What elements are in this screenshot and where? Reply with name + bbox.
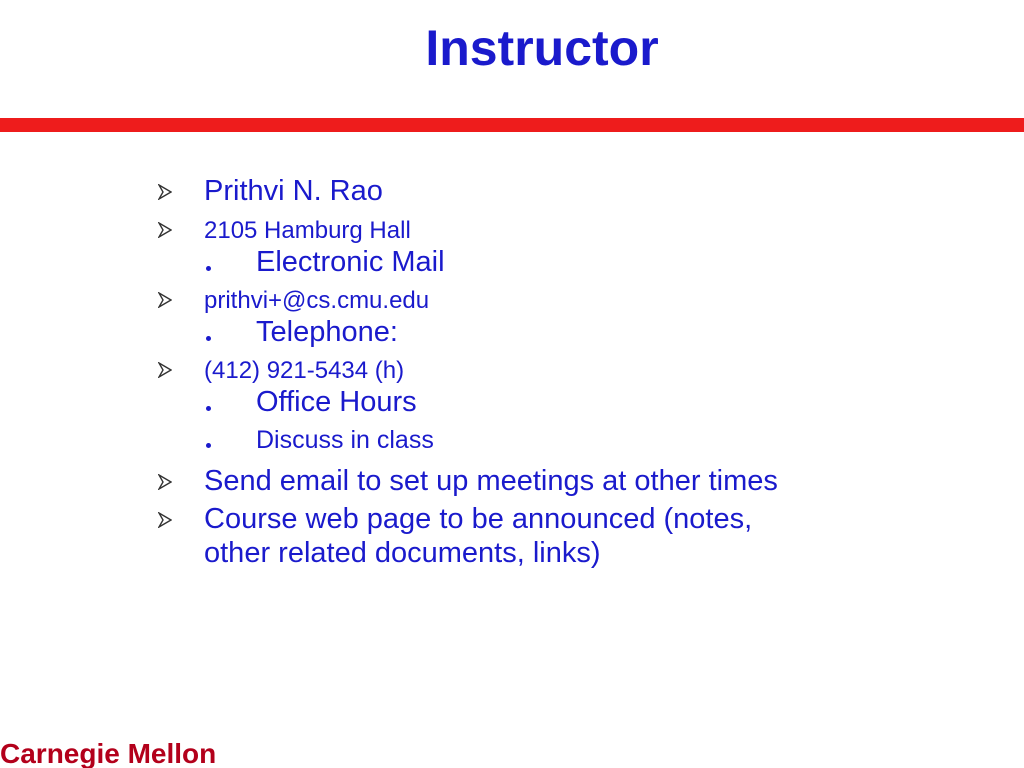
dot-bullet-icon (148, 246, 256, 278)
title-divider (0, 118, 1024, 132)
dot-bullet-icon (148, 424, 256, 456)
institution-name: Carnegie Mellon (0, 738, 217, 768)
arrowhead-bullet-icon (148, 216, 204, 246)
telephone-label: Telephone: (256, 316, 398, 348)
dot-bullet-icon (148, 386, 256, 418)
bullet-list (148, 174, 828, 570)
instructor-name: Prithvi N. Rao (204, 175, 383, 207)
list-item (148, 286, 828, 316)
arrowhead-bullet-icon (148, 356, 204, 386)
list-item (148, 356, 828, 386)
arrowhead-bullet-icon (148, 464, 204, 498)
email-address[interactable]: prithvi+@cs.cmu.edu (204, 287, 430, 314)
list-item (148, 424, 828, 456)
course-web-page-note: Course web page to be announced (notes, other related documents, links) (204, 503, 753, 569)
list-item (148, 316, 828, 348)
office-hours-detail: Discuss in class (256, 426, 434, 454)
electronic-mail-label: Electronic Mail (256, 246, 445, 278)
list-item (148, 216, 828, 246)
meetings-note: Send email to set up meetings at other times (204, 465, 778, 497)
list-item (148, 386, 828, 418)
slide-title: Instructor (425, 20, 659, 76)
office-location: 2105 Hamburg Hall (204, 217, 411, 244)
telephone-number: (412) 921-5434 (h) (204, 357, 405, 384)
arrowhead-bullet-icon (148, 502, 204, 536)
dot-bullet-icon (148, 316, 256, 348)
list-item (148, 464, 828, 498)
office-hours-label: Office Hours (256, 386, 417, 418)
arrowhead-bullet-icon (148, 286, 204, 316)
list-item (148, 174, 828, 208)
arrowhead-bullet-icon (148, 174, 204, 208)
list-item (148, 502, 828, 570)
list-item (148, 246, 828, 278)
